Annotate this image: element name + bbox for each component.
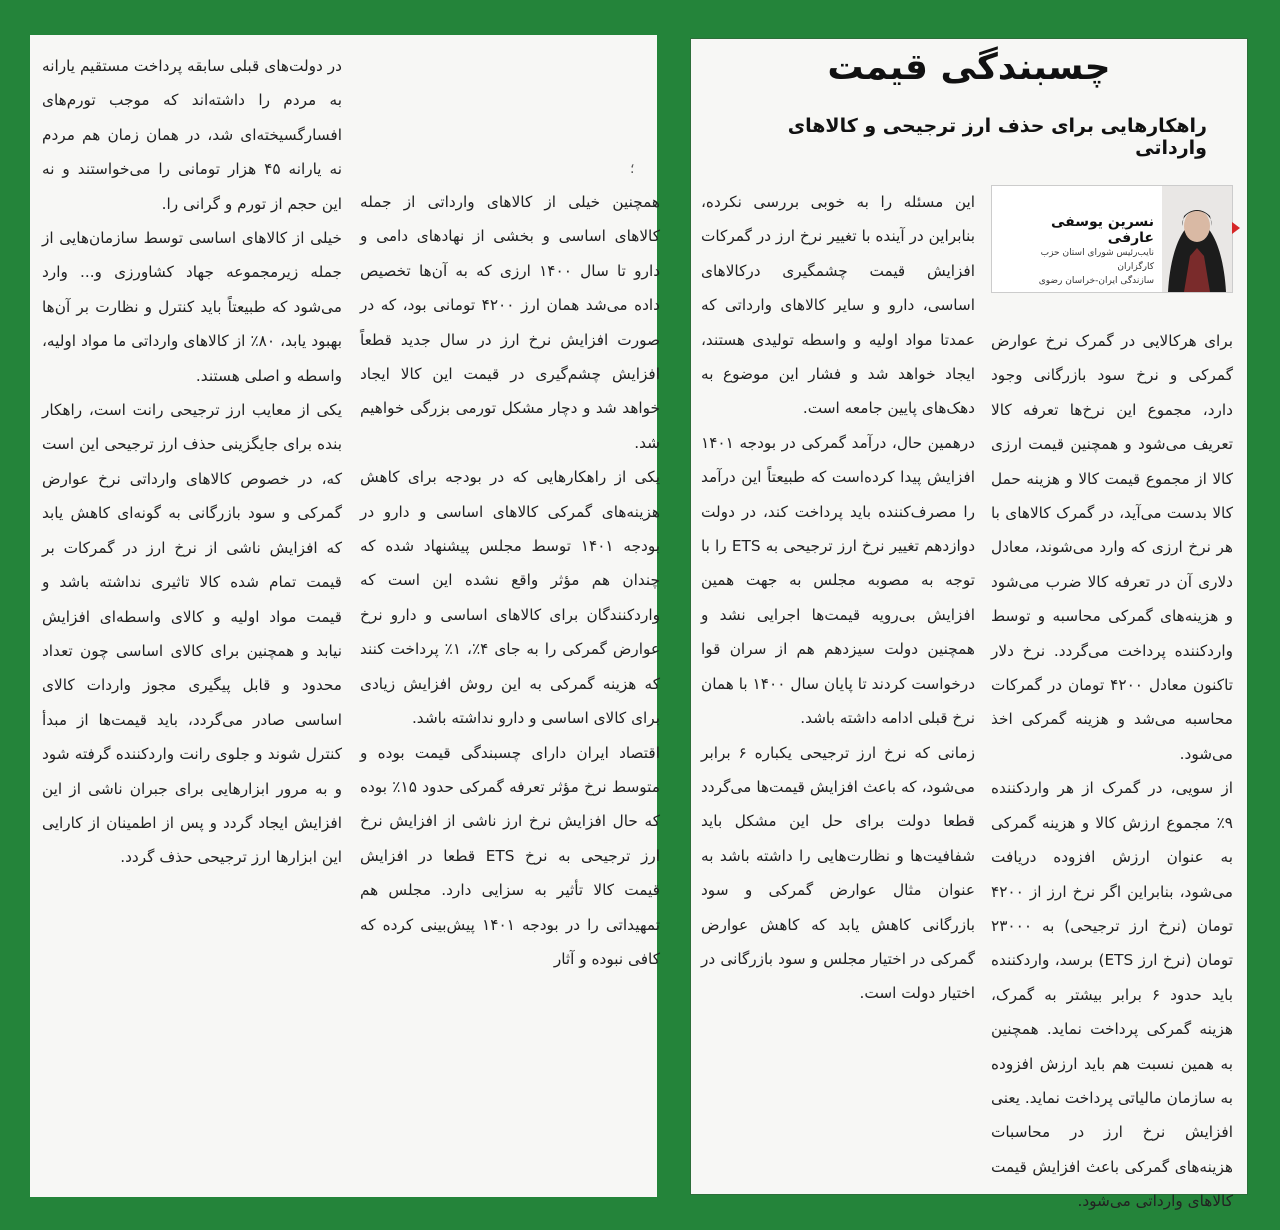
page-left — [30, 35, 660, 1197]
article-column-left-b — [360, 185, 660, 976]
author-role: نایب‌رئیس شورای استان حزب کارگزاران — [1040, 248, 1154, 272]
paragraph: درهمین حال، درآمد گمرکی در بودجه ۱۴۰۱ افزایش پیدا کرده‌است که طبیعتاً این درآمد را مصرف‌کننده باید پرداخت کند، در دولت دوازدهم تغییر نرخ ارز ترجیحی به ETS را با توجه به مصوبه مجلس به جهت همین افزایش بی‌رویه قیمت‌ها اجرایی نشد و همچنین دولت سیزدهم هم از سران قوا درخواست کردند تا پایان سال ۱۴۰۰ با همان نرخ قبلی ادامه داشته باشد. — [701, 433, 976, 728]
article-column-right-b — [701, 185, 975, 1011]
subheadline: راهکارهایی برای حذف ارز ترجیحی و کالاهای وارداتی — [787, 115, 1207, 159]
author-photo — [1162, 186, 1232, 292]
paragraph: زمانی که نرخ ارز ترجیحی یکباره ۶ برابر می‌شود، که باعث افزایش قیمت‌ها می‌گردد قطعا دولت برای حل این مشکل باید شفافیت‌ها و نظارت‌هایی را داشته باشد به عنوان مثال عوارض گمرکی و سود بازرگانی کاهش یابد که کاهش عوارض گمرکی در اختیار مجلس و سود بازرگانی در اختیار دولت است. — [701, 743, 976, 1003]
red-marker — [1232, 222, 1240, 234]
author-box — [991, 185, 1233, 293]
page-right — [690, 38, 1248, 1211]
paragraph: برای هرکالایی در گمرک نرخ عوارض گمرکی و نرخ سود بازرگانی وجود دارد، مجموع این نرخ‌ها تعرفه کالا تعریف می‌شود و همچنین قیمت ارزی کالا از مجموع قیمت کالا و هزینه حمل کالا بدست می‌آید، در گمرک کالاهای با هر نرخ ارزی که وارد می‌شوند، معادل دلاری آن در تعرفه کالا ضرب می‌شود و هزینه‌های گمرکی محاسبه و توسط واردکننده پرداخت می‌گردد. نرخ دلار تاکنون معادل ۴۲۰۰ تومان در گمرکات محاسبه می‌شد و هزینه گمرکی اخذ می‌شود. — [991, 332, 1234, 763]
author-info — [1004, 214, 1154, 288]
author-role: سازندگی ایران-خراسان رضوی — [1038, 276, 1154, 286]
article-column-left-a — [42, 49, 342, 875]
headline: چسبندگی قیمت — [827, 47, 1111, 88]
paragraph: در دولت‌های قبلی سابقه پرداخت مستقیم یارانه به مردم را داشته‌اند که موجب تورم‌های افسارگسیخته‌ای شد، در همان زمان هم مردم نه یارانه ۴۵ هزار تومانی را می‌خواستند و نه این حجم از تورم و گرانی را. — [42, 57, 343, 213]
text-fragment: ؛ — [630, 161, 635, 177]
paragraph: یکی از معایب ارز ترجیحی رانت است، راهکار بنده برای جایگزینی حذف ارز ترجیحی این است که، در خصوص کالاهای وارداتی نرخ عوارض گمرکی و سود بازرگانی به گونه‌ای کاهش یابد که افزایش ناشی از نرخ ارز در گمرکات بر قیمت تمام شده کالا تاثیری نداشته باشد و قیمت مواد اولیه و کالای واسطه‌ای افزایش نیابد و همچنین برای کالای اساسی چون تعداد محدود و قابل پیگیری مجوز واردات کالای اساسی صادر می‌گردد، باید قیمت‌ها از مبدأ کنترل شوند و جلوی رانت واردکننده گرفته شود و به مرور ابزارهایی برای جبران ناشی از این افزایش ایجاد گردد و پس از اطمینان از کارایی این ابزارها ارز ترجیحی حذف گردد. — [42, 401, 342, 867]
paragraph: خیلی از کالاهای اساسی توسط سازمان‌هایی از جمله زیرمجموعه جهاد کشاورزی و... وارد می‌شود که طبیعتاً باید کنترل و نظارت بر آن‌ها بهبود یابد، ۸۰٪ از کالاهای وارداتی ما مواد اولیه، واسطه و اصلی هستند. — [42, 229, 342, 385]
paragraph: از سویی، در گمرک از هر واردکننده ۹٪ مجموع ارزش کالا و هزینه گمرکی به عنوان ارزش افزوده دریافت می‌شود، بنابراین اگر نرخ ارز از ۴۲۰۰ تومان (نرخ ارز ترجیحی) به ۲۳۰۰۰ تومان (نرخ ارز ETS) برسد، واردکننده باید حدود ۶ برابر بیشتر به گمرک، هزینه گمرکی پرداخت نماید. همچنین به همین نسبت هم باید ارزش افزوده به سازمان مالیاتی پرداخت نماید. یعنی افزایش نرخ ارز در محاسبات هزینه‌های گمرکی باعث افزایش قیمت کالاهای وارداتی می‌شود. — [991, 779, 1233, 1211]
article-column-right-a — [991, 324, 1233, 1219]
paragraph: اقتصاد ایران دارای چسبندگی قیمت بوده و متوسط نرخ مؤثر تعرفه گمرکی حدود ۱۵٪ بوده که حال افزایش نرخ ارز ناشی از افزایش نرخ ارز ترجیحی به نرخ ETS قطعا در افزایش قیمت کالا تأثیر به سزایی دارد. مجلس هم تمهیداتی را در بودجه ۱۴۰۱ پیش‌بینی کرده که کافی نبوده و آثار — [360, 743, 660, 968]
paragraph: این مسئله را به خوبی بررسی نکرده، بنابراین در آینده با تغییر نرخ ارز در گمرکات افزایش قیمت چشمگیری درکالاهای اساسی، دارو و سایر کالاهای وارداتی که عمدتا مواد اولیه و واسطه تولیدی هستند، ایجاد خواهد شد و فشار این موضوع به دهک‌های پایین جامعه است. — [701, 193, 975, 418]
paragraph: یکی از راهکارهایی که در بودجه برای کاهش هزینه‌های گمرکی کالاهای اساسی و دارو در بودجه ۱۴۰۱ توسط مجلس پیشنهاد شده که چندان هم مؤثر واقع نشده این است که واردکنندگان برای کالاهای اساسی و دارو نرخ عوارض گمرکی را به جای ۴٪، ۱٪ پرداخت کنند که هزینه گمرکی به این روش افزایش زیادی برای کالای اساسی و دارو نداشته باشد. — [360, 468, 660, 728]
author-name: نسرین یوسفی عارفی — [1051, 214, 1154, 246]
paragraph: همچنین خیلی از کالاهای وارداتی از جمله کالاهای اساسی و بخشی از نهادهای دامی و دارو تا سال ۱۴۰۰ ارزی که به آن‌ها تخصیص داده می‌شد همان ارز ۴۲۰۰ تومانی بود، که در صورت افزایش نرخ ارز در سال جدید قطعاً افزایش چشم‌گیری در قیمت این کالا ایجاد خواهد شد و دچار مشکل تورمی بزرگی خواهیم شد. — [360, 193, 660, 452]
